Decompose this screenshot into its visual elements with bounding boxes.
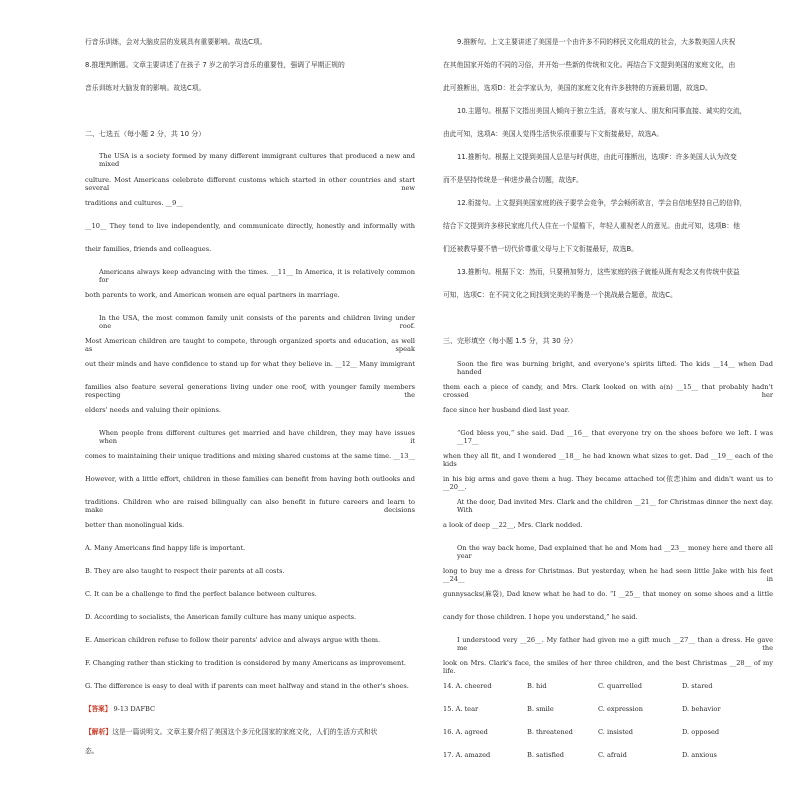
text-line: __10__ They tend to live independently, and communicate directly, honestly and informally with bbox=[85, 222, 415, 230]
text-line: 12.衔接句。上文提到美国家庭的孩子要学会竞争，学会畅所欲言，学会自信地坚持自己的信仰， bbox=[457, 199, 747, 207]
answer-text: 9-13 DAFBC bbox=[113, 705, 156, 713]
option-f: F. Changing rather than sticking to tradition is considered by many Americans as improvement. bbox=[85, 659, 406, 667]
text-line: “God bless you,” she said. Dad __16__ that everyone try on the shoes before we left. I was __17__ bbox=[457, 429, 773, 445]
text-line: I understood very __26__. My father had given me a gift much __27__ than a dress. He gave me the bbox=[457, 636, 773, 652]
text-line: a look of deep __22__, Mrs. Clark nodded. bbox=[443, 521, 583, 529]
text-line: At the door, Dad invited Mrs. Clark and the children __21__ for Christmas dinner the next day. With bbox=[457, 498, 773, 514]
option-g: G. The difference is easy to deal with if parents can meet halfway and stand in the other's shoes. bbox=[85, 682, 409, 690]
text-line: The USA is a society formed by many different immigrant cultures that produced a new and mixed bbox=[99, 152, 415, 168]
text-line: better than monolingual kids. bbox=[85, 521, 185, 529]
text-line: On the way back home, Dad explained that he and Mom had __23__ money here and there all year bbox=[457, 544, 773, 560]
text-line: in his big arms and gave them a hug. They became attached to(依恋)him and didn't want us to __20__. bbox=[443, 475, 773, 491]
option-c: C. It can be a challenge to find the perfect balance between cultures. bbox=[85, 590, 317, 598]
text-line: 音乐训练对大脑发育的影响。故选C项。 bbox=[85, 84, 206, 92]
option-17b: B. satisfied bbox=[527, 751, 565, 759]
text-line: Most American children are taught to compete, through organized sports and education, as well as speak bbox=[85, 337, 415, 353]
option-15b: B. smile bbox=[527, 705, 554, 713]
option-17c: C. afraid bbox=[598, 751, 627, 759]
text-line: 在其他国家开始的不同的习俗，并开始一些新的传统和文化。再结合下文提到美国的家庭文化，由 bbox=[443, 61, 736, 69]
text-line: In the USA, the most common family unit consists of the parents and children living under one roof. bbox=[99, 314, 415, 330]
analysis-tag: 【解析】 bbox=[85, 728, 113, 736]
text-line: When people from different cultures get married and have children, they may have issues when it bbox=[99, 429, 415, 445]
text-line: when they all fit, and I wondered __18__ he had known what sizes to get. Dad __19__ each of the kids bbox=[443, 452, 773, 468]
option-16c: C. insisted bbox=[598, 728, 634, 736]
option-15a: 15. A. tear bbox=[443, 705, 479, 713]
answer-tag: 【答案】 bbox=[85, 705, 112, 713]
text-line: out their minds and have confidence to stand up for what they believe in. __12__ Many immigrant bbox=[85, 360, 415, 368]
text-line: 13.推断句。根据下文：然而，只要稍加努力，这些家庭的孩子就能从既有观念又有传统中获益 bbox=[457, 268, 740, 276]
option-16b: B. threatened bbox=[527, 728, 573, 736]
text-line: gunnysacks(麻袋), Dad knew what he had to do. “I __25__ that money on some shoes and a little bbox=[443, 590, 773, 598]
text-line: 8.推理判断题。文章主要讲述了在孩子 7 岁之前学习音乐的重要性，强调了早期正规的 bbox=[85, 61, 345, 69]
text-line: However, with a little effort, children in these families can benefit from having both outlooks and bbox=[85, 475, 415, 483]
text-line: Soon the fire was burning bright, and everyone's spirits lifted. The kids __14__ when Dad handed bbox=[457, 360, 773, 376]
text-line: families also feature several generations living under one roof, with younger family members respecting the bbox=[85, 383, 415, 399]
text-line: comes to maintaining their unique traditions and mixing shared customs at the same time. __13__ bbox=[85, 452, 415, 460]
section-heading: 二、七选五（每小题 2 分，共 10 分） bbox=[85, 130, 206, 138]
option-16a: 16. A. agreed bbox=[443, 728, 488, 736]
text-line: 10.主题句。根据下文指出美国人倾向于独立生活，喜欢与家人、朋友和同事直接、诚实的交流， bbox=[457, 107, 747, 115]
option-14c: C. quarrelled bbox=[598, 682, 642, 690]
section-heading: 三、完形填空（每小题 1.5 分，共 30 分） bbox=[443, 337, 577, 345]
option-a: A. Many Americans find happy life is important. bbox=[85, 544, 246, 552]
text-line: both parents to work, and American women are equal partners in marriage. bbox=[85, 291, 340, 299]
text-line: long to buy me a dress for Christmas. But yesterday, when he had seen little Jake with his feet __24__ in bbox=[443, 567, 773, 583]
text-line: elders' needs and valuing their opinions. bbox=[85, 406, 222, 414]
option-17d: D. anxious bbox=[682, 751, 717, 759]
text-line: 结合下文提到许多移民家庭几代人住在一个屋檐下，年轻人重视老人的意见。由此可知，选项B：他 bbox=[443, 222, 740, 230]
answer-line bbox=[85, 705, 155, 713]
text-line: 9.推断句。上文主要讲述了美国是一个由许多不同的移民文化组成的社会，大多数美国人庆祝 bbox=[457, 38, 736, 46]
text-line: 态。 bbox=[85, 747, 99, 755]
option-15d: D. behavior bbox=[682, 705, 721, 713]
text-line: 们还被教导要不惜一切代价尊重父母与上下文衔接最好，故选B。 bbox=[443, 245, 638, 253]
text-line: traditions and cultures. __9__ bbox=[85, 199, 183, 207]
text-line: traditions. Children who are raised bilingually can also benefit in future careers and learn to make decisions bbox=[85, 498, 415, 514]
text-line: 此可推断出，选项D：社会学家认为，美国的家庭文化有许多独特的方面最切题，故选D。 bbox=[443, 84, 712, 92]
text-line: Americans always keep advancing with the times. __11__ In America, it is relatively common for bbox=[99, 268, 415, 284]
analysis-text: 这是一篇说明文。文章主要介绍了美国这个多元化国家的家庭文化，人们的生活方式和状 bbox=[112, 728, 378, 736]
text-line: 11.推断句。根据上文提到美国人总是与时俱进，由此可推断出，选项F：许多美国人认为改变 bbox=[457, 153, 737, 161]
option-16d: D. opposed bbox=[682, 728, 720, 736]
option-14a: 14. A. cheered bbox=[443, 682, 492, 690]
text-line: 由此可知，选项A：美国人觉得生活快乐很重要与下文衔接最好，故选A。 bbox=[443, 130, 664, 138]
option-15c: C. expression bbox=[598, 705, 643, 713]
analysis-line bbox=[85, 728, 377, 736]
text-line: them each a piece of candy, and Mrs. Clark looked on with a(n) __15__ that probably hadn't crossed her bbox=[443, 383, 773, 399]
option-b: B. They are also taught to respect their parents at all costs. bbox=[85, 567, 285, 575]
text-line: 行音乐训练，会对大脑皮层的发展具有重要影响。故选C项。 bbox=[85, 38, 267, 46]
text-line: look on Mrs. Clark's face, the smiles of her three children, and the best Christmas __28__ of my life. bbox=[443, 659, 773, 675]
text-line: 而不是坚持传统是一种进步最合切题，故选F。 bbox=[443, 176, 583, 184]
text-line: their families, friends and colleagues. bbox=[85, 245, 212, 253]
option-14b: B. hid bbox=[527, 682, 547, 690]
option-14d: D. stared bbox=[682, 682, 713, 690]
option-e: E. American children refuse to follow their parents' advice and always argue with them. bbox=[85, 636, 381, 644]
text-line: face since her husband died last year. bbox=[443, 406, 570, 414]
option-d: D. According to socialists, the American family culture has many unique aspects. bbox=[85, 613, 357, 621]
text-line: culture. Most Americans celebrate different customs which started in other countries and start several new bbox=[85, 176, 415, 192]
text-line: candy for those children. I hope you understand,” he said. bbox=[443, 613, 638, 621]
option-17a: 17. A. amazed bbox=[443, 751, 491, 759]
text-line: 可知，选项C：在不同文化之间找到完美的平衡是一个挑战最合题意，故选C。 bbox=[443, 291, 677, 299]
